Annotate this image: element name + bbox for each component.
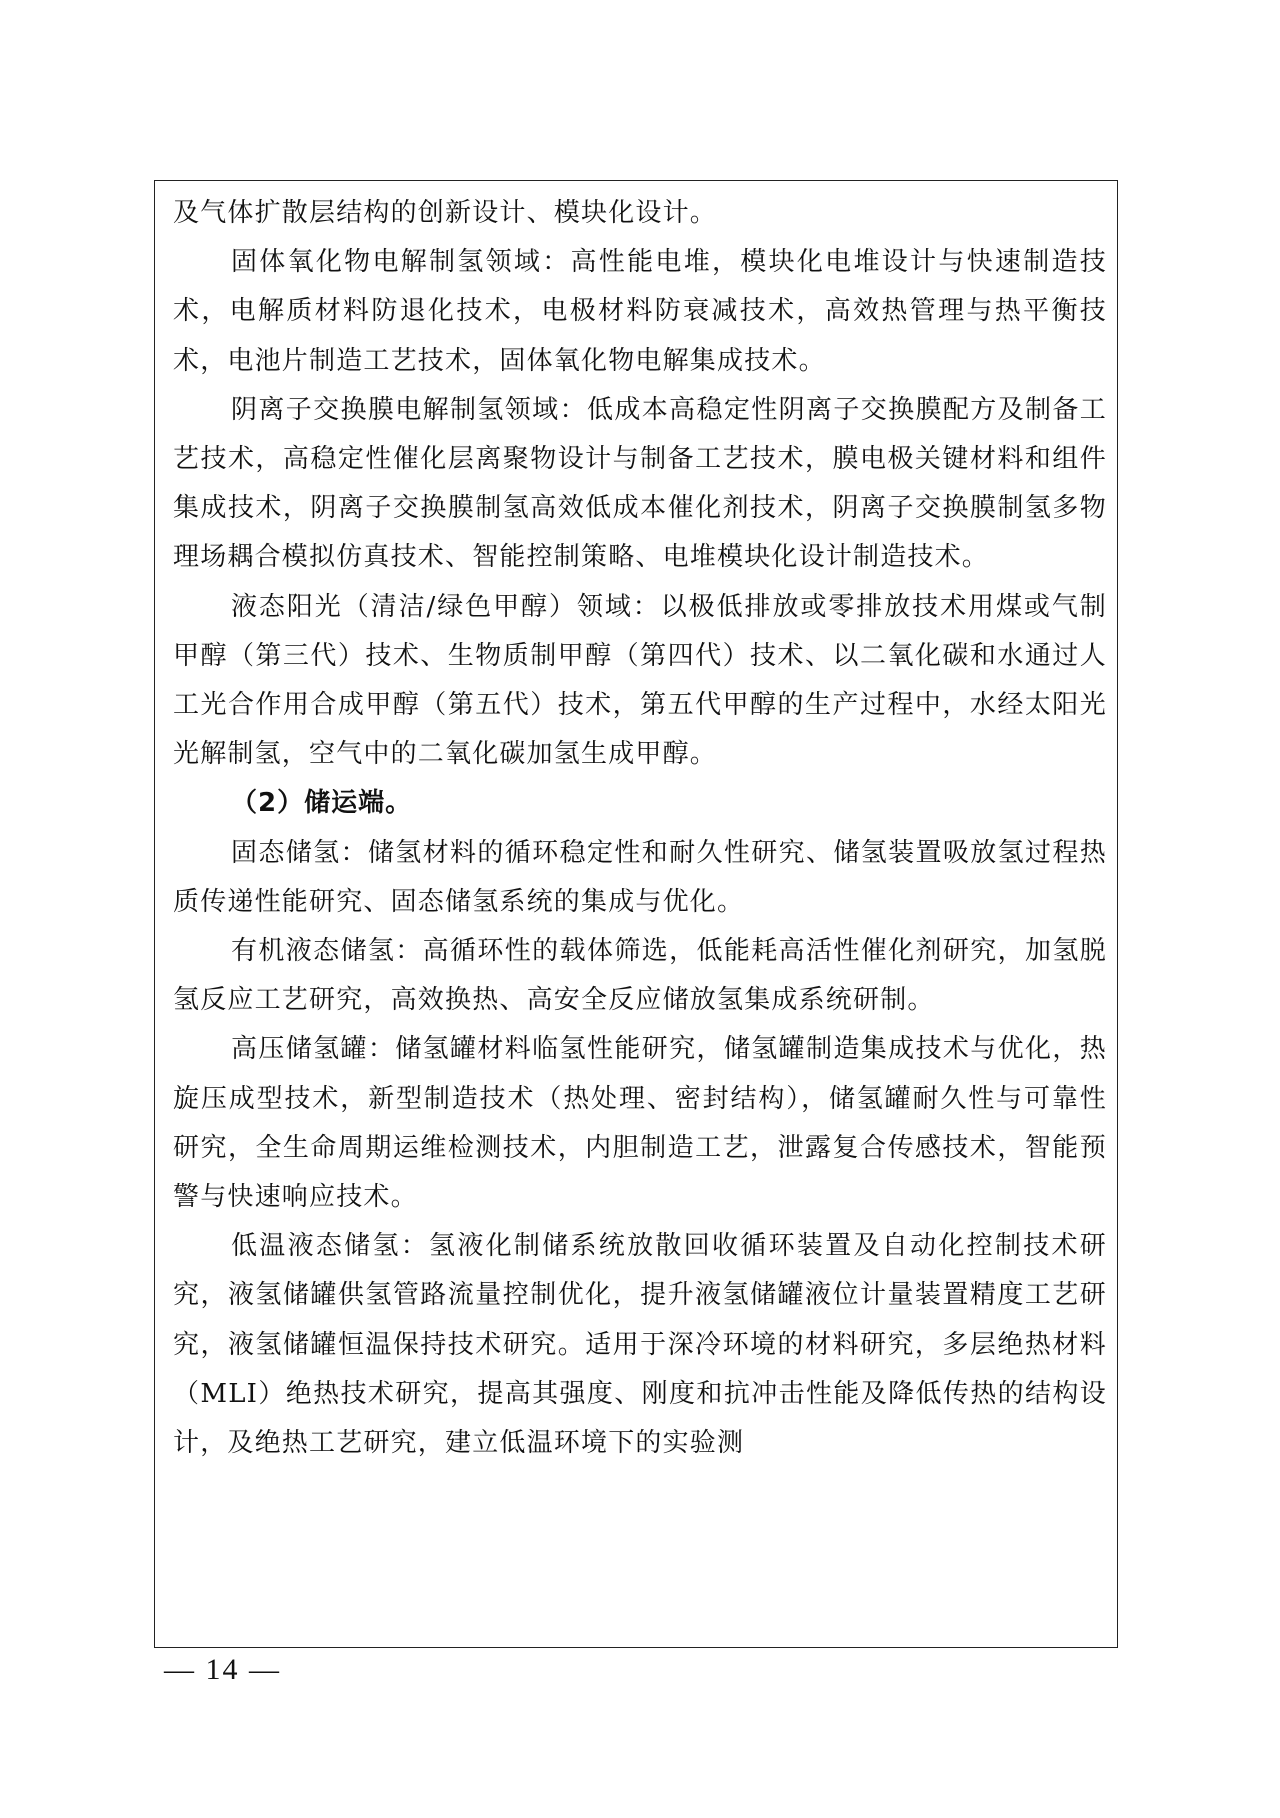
paragraph-liquid-sunshine: 液态阳光（清洁/绿色甲醇）领域：以极低排放或零排放技术用煤或气制甲醇（第三代）技术、生物质制甲醇（第四代）技术、以二氧化碳和水通过人工光合作用合成甲醇（第五代）技术，第五代甲醇的生产过程中，水经太阳光光解制氢，空气中的二氧化碳加氢生成甲醇。 (173, 591, 1107, 770)
paragraph-high-pressure-tank: 高压储氢罐：储氢罐材料临氢性能研究，储氢罐制造集成技术与优化，热旋压成型技术，新型制造技术（热处理、密封结构），储氢罐耐久性与可靠性研究，全生命周期运维检测技术，内胆制造工艺，泄露复合传感技术，智能预警与快速响应技术。 (173, 1034, 1107, 1213)
paragraph-anion-exchange: 阴离子交换膜电解制氢领域：低成本高稳定性阴离子交换膜配方及制备工艺技术，高稳定性催化层离聚物设计与制备工艺技术，膜电极关键材料和组件集成技术，阴离子交换膜制氢高效低成本催化剂技术，阴离子交换膜制氢多物理场耦合模拟仿真技术、智能控制策略、电堆模块化设计制造技术。 (173, 394, 1107, 573)
section-heading: （2）储运端。 (231, 788, 413, 819)
paragraph-solid-oxide: 固体氧化物电解制氢领域：高性能电堆，模块化电堆设计与快速制造技术，电解质材料防退化技术，电极材料防衰减技术，高效热管理与热平衡技术，电池片制造工艺技术，固体氧化物电解集成技术。 (173, 247, 1107, 376)
page-number: — 14 — (164, 1653, 281, 1686)
document-frame (154, 180, 1118, 1648)
paragraph-organic-liquid-storage: 有机液态储氢：高循环性的载体筛选，低能耗高活性催化剂研究，加氢脱氢反应工艺研究，高效换热、高安全反应储放氢集成系统研制。 (173, 936, 1107, 1016)
paragraph-low-temperature-storage: 低温液态储氢：氢液化制储系统放散回收循环装置及自动化控制技术研究，液氢储罐供氢管路流量控制优化，提升液氢储罐液位计量装置精度工艺研究，液氢储罐恒温保持技术研究。适用于深冷环境的材料研究，多层绝热材料（MLI）绝热技术研究，提高其强度、刚度和抗冲击性能及降低传热的结构设计，及绝热工艺研究，建立低温环境下的实验测 (173, 1231, 1107, 1459)
paragraph-solid-storage: 固态储氢：储氢材料的循环稳定性和耐久性研究、储氢装置吸放氢过程热质传递性能研究、固态储氢系统的集成与优化。 (173, 837, 1107, 917)
paragraph-continuation: 及气体扩散层结构的创新设计、模块化设计。 (173, 198, 718, 228)
